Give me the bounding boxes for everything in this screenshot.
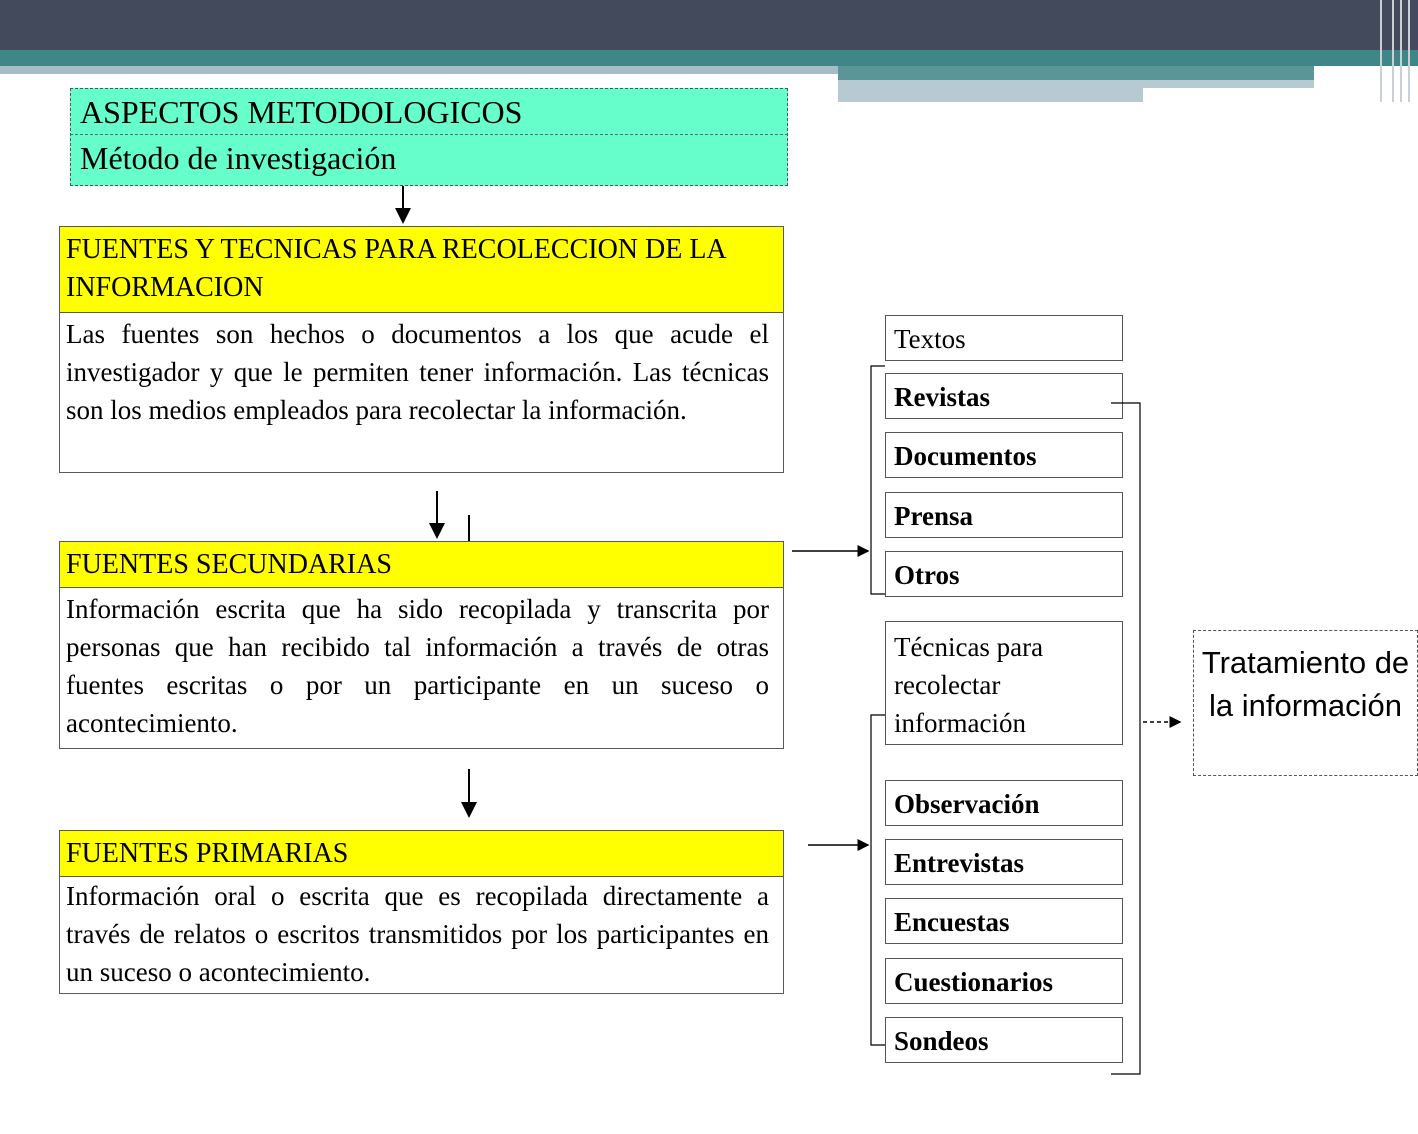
source-item-otros: Otros: [885, 551, 1123, 597]
fuentes-tecnicas-body: Las fuentes son hechos o documentos a los que acude el investigador y que le permiten tener información. Las técnicas son los medios empleados para recolectar la información.: [66, 319, 769, 425]
fuentes-primarias-body: Información oral o escrita que es recopilada directamente a través de relatos o escritos transmitidos por los participantes en un suceso o acontecimiento.: [66, 881, 769, 987]
technique-item-observacion: Observación: [885, 780, 1123, 826]
source-item-prensa: Prensa: [885, 492, 1123, 538]
techniques-bracket: [871, 715, 885, 1045]
source-item-documentos: Documentos: [885, 432, 1123, 478]
technique-item-encuestas: Encuestas: [885, 898, 1123, 944]
technique-item-cuestionarios: Cuestionarios: [885, 958, 1123, 1004]
tratamiento-box: Tratamiento de la información: [1193, 630, 1418, 776]
fuentes-primarias-header: FUENTES PRIMARIAS: [60, 831, 783, 877]
right-bracket: [1111, 403, 1140, 1074]
technique-item-entrevistas: Entrevistas: [885, 839, 1123, 885]
sources-bracket: [871, 366, 885, 594]
source-item-textos: Textos: [885, 315, 1123, 361]
fuentes-secundarias-body: Información escrita que ha sido recopilada y transcrita por personas que han recibido tal información a través de otras fuentes escritas o por un participante en un suceso o acontecimiento.: [66, 594, 769, 738]
tecnicas-label-box: Técnicas para recolectar información: [885, 621, 1123, 745]
title-line-1: ASPECTOS METODOLOGICOS: [80, 94, 523, 130]
title-line-2: Método de investigación: [80, 140, 397, 176]
technique-item-sondeos: Sondeos: [885, 1017, 1123, 1063]
fuentes-tecnicas-header: FUENTES Y TECNICAS PARA RECOLECCION DE LA INFORMACION: [60, 227, 783, 313]
fuentes-secundarias-header: FUENTES SECUNDARIAS: [60, 542, 783, 588]
source-item-revistas: Revistas: [885, 373, 1123, 419]
